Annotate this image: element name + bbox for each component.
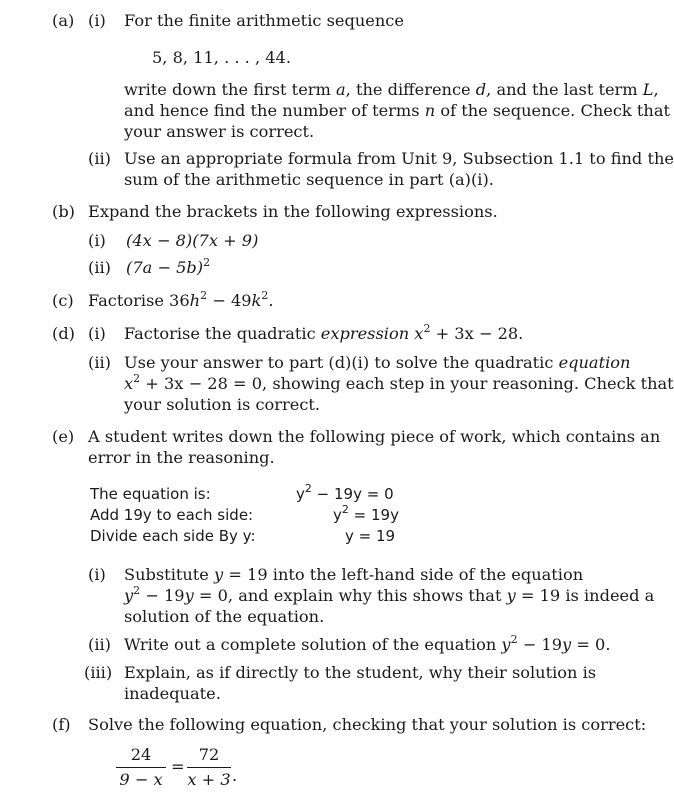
part-a-i-label: (i) [88, 11, 106, 30]
sequence: 5, 8, 11, . . . , 44. [152, 48, 291, 67]
part-e-iii-label: (iii) [84, 663, 113, 682]
part-d-i-text: Factorise the quadratic expression $x^2 + 3x - 28$. [124, 322, 524, 343]
student-work-right-2: $y^2 = 19y$ [333, 503, 399, 524]
part-e-i-line2: $y^2 - 19y = 0$, and explain why this shows that y = 19 is indeed a [124, 584, 655, 605]
part-e-ii-label: (ii) [88, 635, 111, 654]
part-a-i-line2: and hence find the number of terms n of the sequence. Check that [124, 101, 670, 120]
fraction-1-numerator: 24 [130, 745, 152, 764]
part-e-iii-line2: inadequate. [124, 684, 221, 703]
part-a-label: (a) [52, 11, 75, 30]
part-b-ii-expr: $(7a - 5b)^2$ [126, 256, 211, 277]
part-f-label: (f) [52, 715, 71, 734]
fraction-2-denominator: x + 3 [187, 770, 231, 789]
part-d-ii-line1: Use your answer to part (d)(i) to solve the quadratic equation [124, 353, 631, 372]
part-a-i-text: For the finite arithmetic sequence [124, 11, 404, 30]
part-a-ii-label: (ii) [88, 149, 111, 168]
part-e-label: (e) [52, 427, 75, 446]
student-work-right-3: y = 19 [345, 527, 396, 545]
part-d-i-label: (i) [88, 324, 106, 343]
part-e-i-line1: Substitute y = 19 into the left-hand side of the equation [124, 565, 584, 584]
part-f-text: Solve the following equation, checking that your solution is correct: [88, 715, 647, 734]
part-d-ii-line2: $x^2 + 3x - 28 = 0$, showing each step in your reasoning. Check that [124, 372, 674, 393]
part-d-label: (d) [52, 324, 75, 343]
part-a-i-line3: your answer is correct. [124, 122, 315, 141]
part-d-ii-label: (ii) [88, 353, 111, 372]
student-work-right-1: $y^2 - 19y = 0$ [296, 482, 394, 503]
part-e-i-label: (i) [88, 565, 106, 584]
part-b-ii-label: (ii) [88, 258, 111, 277]
part-e-i-line3: solution of the equation. [124, 607, 325, 626]
fraction-2-numerator: 72 [198, 745, 220, 764]
fraction-2-bar [187, 767, 231, 768]
part-e-line2: error in the reasoning. [88, 448, 275, 467]
part-b-text: Expand the brackets in the following expressions. [88, 202, 498, 221]
part-a-i-line1: write down the first term a, the difference d, and the last term L, [124, 80, 659, 99]
part-a-ii-line1: Use an appropriate formula from Unit 9, Subsection 1.1 to find the [124, 149, 674, 168]
student-work-left-2: Add 19y to each side: [90, 506, 254, 524]
equals-sign: = [171, 757, 185, 776]
part-e-ii-text: Write out a complete solution of the equation $y^2 - 19y = 0$. [124, 633, 611, 654]
student-work-left-3: Divide each side By y: [90, 527, 256, 545]
part-a-ii-line2: sum of the arithmetic sequence in part (a)(i). [124, 170, 494, 189]
part-c-label: (c) [52, 291, 74, 310]
part-c-text: Factorise $36h^2 - 49k^2$. [88, 289, 274, 310]
student-work-left-1: The equation is: [90, 485, 211, 503]
part-b-i-expr: (4x − 8)(7x + 9) [126, 231, 259, 250]
part-e-iii-line1: Explain, as if directly to the student, why their solution is [124, 663, 597, 682]
part-b-label: (b) [52, 202, 75, 221]
part-e-line1: A student writes down the following piece of work, which contains an [88, 427, 661, 446]
part-d-ii-line3: your solution is correct. [124, 395, 321, 414]
fraction-1-bar [116, 767, 166, 768]
part-b-i-label: (i) [88, 231, 106, 250]
equation-end-period: . [232, 766, 238, 785]
fraction-1-denominator: 9 − x [119, 770, 163, 789]
